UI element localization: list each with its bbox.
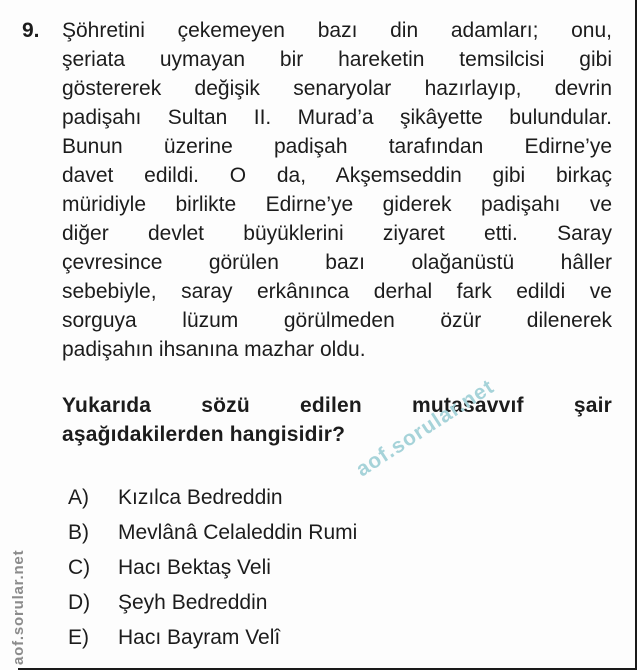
question-body (62, 16, 612, 655)
paragraph-line: müridiyle birlikte Edirne’ye giderek padişahı ve (62, 193, 612, 216)
paragraph-line: sebebiyle, saray erkânınca derhal fark edildi ve (62, 280, 612, 303)
options-list (62, 480, 612, 655)
option-row (62, 550, 612, 585)
question-stem-line: Yukarıda sözü edilen mutasavvıf şair (62, 394, 612, 417)
option-letter: E) (68, 626, 89, 649)
paragraph-line: davet edildi. O da, Akşemseddin gibi birkaç (62, 164, 612, 187)
option-letter: A) (68, 486, 89, 509)
paragraph-line: padişahın ihsanına mazhar oldu. (62, 338, 366, 361)
option-text: Hacı Bayram Velî (118, 626, 281, 649)
question-paragraph (62, 16, 612, 364)
paragraph-line: sorguya lüzum görülmeden özür dilenerek (62, 309, 612, 332)
paragraph-line: padişahı Sultan II. Murad’a şikâyette bulundular. (62, 106, 612, 129)
option-text: Şeyh Bedreddin (118, 591, 268, 614)
question-block (22, 16, 614, 655)
option-text: Mevlânâ Celaleddin Rumi (118, 521, 358, 544)
question-stem-line: aşağıdakilerden hangisidir? (62, 423, 346, 446)
option-text: Kızılca Bedreddin (118, 486, 283, 509)
watermark-side: aof.sorular.net (10, 549, 27, 665)
option-letter: D) (68, 591, 91, 614)
option-letter: C) (68, 556, 91, 579)
option-row (62, 585, 612, 620)
option-row (62, 515, 612, 550)
watermark-diagonal: aof.sorular.net (352, 375, 499, 482)
paragraph-line: diğer devlet büyüklerini ziyaret etti. Saray (62, 222, 612, 245)
question-stem (62, 391, 612, 449)
option-text: Hacı Bektaş Veli (118, 556, 271, 579)
paragraph-line: şeriata uymayan bir hareketin temsilcisi gibi (62, 48, 612, 71)
option-letter: B) (68, 521, 89, 544)
option-row (62, 620, 612, 655)
question-number: 9. (22, 19, 40, 42)
paragraph-line: Bunun üzerine padişah tarafından Edirne’ye (62, 135, 612, 158)
paragraph-line: göstererek değişik senaryolar hazırlayıp, devrin (62, 77, 612, 100)
paragraph-line: çevresince görülen bazı olağanüstü hâller (62, 251, 612, 274)
paragraph-line: Şöhretini çekemeyen bazı din adamları; onu, (62, 19, 612, 42)
option-row (62, 480, 612, 515)
